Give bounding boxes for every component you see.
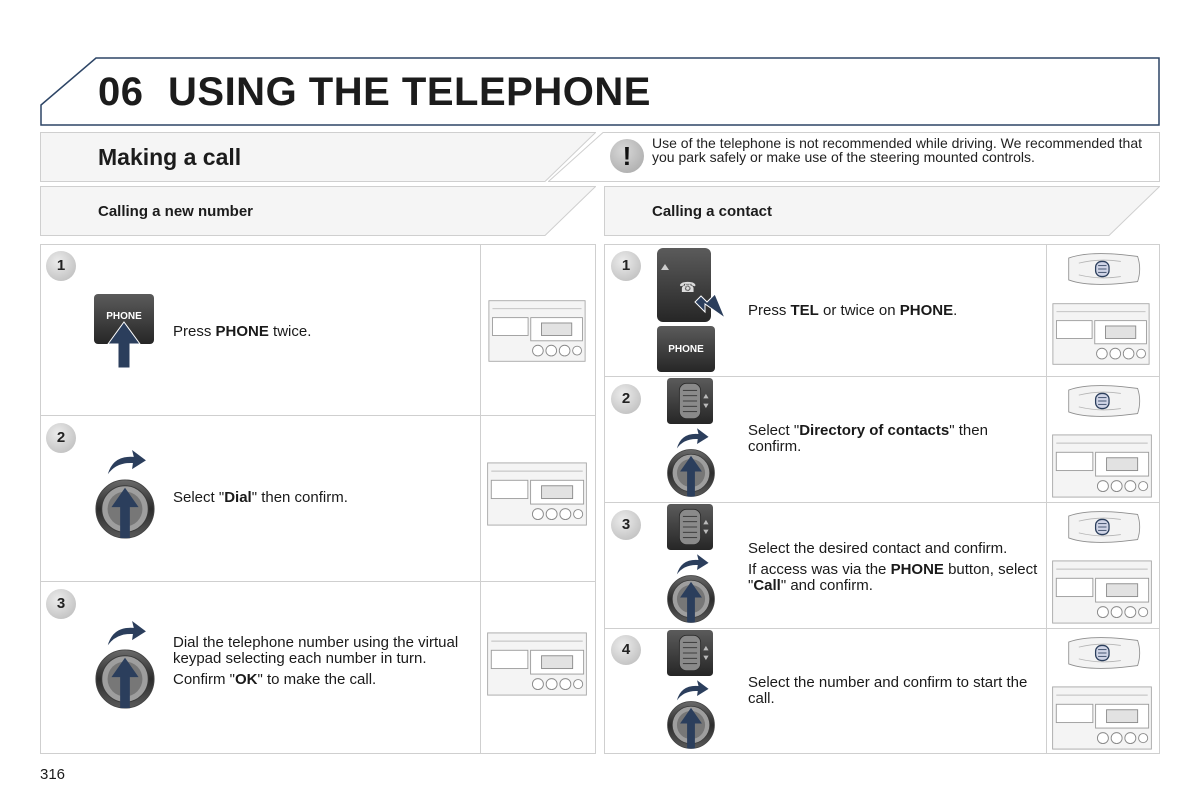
- step-badge: 3: [46, 589, 76, 619]
- rotary-knob-icon: [666, 448, 716, 498]
- rotate-arrow-icon: [674, 554, 710, 576]
- rotate-arrow-icon: [674, 680, 710, 702]
- steering-control-icon: [1062, 380, 1146, 422]
- rotary-knob-icon: [94, 476, 156, 542]
- radio-panel-icon: [1048, 560, 1156, 624]
- rotary-knob-icon: [94, 646, 156, 712]
- page-number: 316: [40, 766, 66, 783]
- radio-panel-icon: [488, 294, 586, 368]
- phone-button-icon: PHONE: [94, 294, 154, 368]
- step-badge: 2: [46, 423, 76, 453]
- rotate-arrow-icon: [104, 621, 148, 647]
- step-badge: 1: [611, 251, 641, 281]
- step-text: Press PHONE twice.: [173, 323, 312, 340]
- rotary-knob-icon: [666, 574, 716, 624]
- step-badge: 2: [611, 384, 641, 414]
- radio-panel-icon: [1048, 686, 1156, 750]
- steering-control-icon: [1062, 248, 1146, 290]
- scroll-wheel-icon: [664, 378, 716, 424]
- svg-text:☎: ☎: [679, 280, 697, 296]
- step-text: Select the number and confirm to start the call.: [748, 674, 1028, 707]
- radio-panel-icon: [484, 462, 590, 526]
- tel-stalk-icon: ☎ PHONE: [655, 248, 727, 374]
- step-text: Press TEL or twice on PHONE.: [748, 302, 958, 319]
- scroll-wheel-icon: [664, 630, 716, 676]
- radio-panel-icon: [1052, 300, 1150, 368]
- radio-panel-icon: [484, 632, 590, 696]
- chapter-number: 06: [98, 70, 144, 114]
- step-badge: 4: [611, 635, 641, 665]
- step-text: Select "Directory of contacts" then confirm.: [748, 422, 988, 455]
- warning-text: Use of the telephone is not recommended while driving. We recommended that you park safely or make use of the steering mounted controls.: [652, 135, 1143, 165]
- steering-control-icon: [1062, 632, 1146, 674]
- step-badge: 1: [46, 251, 76, 281]
- rotate-arrow-icon: [104, 450, 148, 476]
- subtitle-calling-new-number: Calling a new number: [98, 203, 254, 220]
- step-text: Dial the telephone number using the virtual keypad selecting each number in turn. Confirm "OK" to make the call.: [173, 634, 459, 688]
- rotary-knob-icon: [666, 700, 716, 750]
- step-text: Select the desired contact and confirm. If access was via the PHONE button, select "Call" and confirm.: [748, 540, 1038, 594]
- chapter-title: USING THE TELEPHONE: [168, 70, 651, 114]
- rotate-arrow-icon: [674, 428, 710, 450]
- scroll-wheel-icon: [664, 504, 716, 550]
- radio-panel-icon: [1048, 434, 1156, 498]
- step-text: Select "Dial" then confirm.: [173, 489, 348, 506]
- section-title: Making a call: [98, 144, 242, 170]
- exclamation-icon: !: [610, 139, 644, 173]
- subtitle-calling-contact: Calling a contact: [652, 203, 773, 220]
- step-badge: 3: [611, 510, 641, 540]
- steering-control-icon: [1062, 506, 1146, 548]
